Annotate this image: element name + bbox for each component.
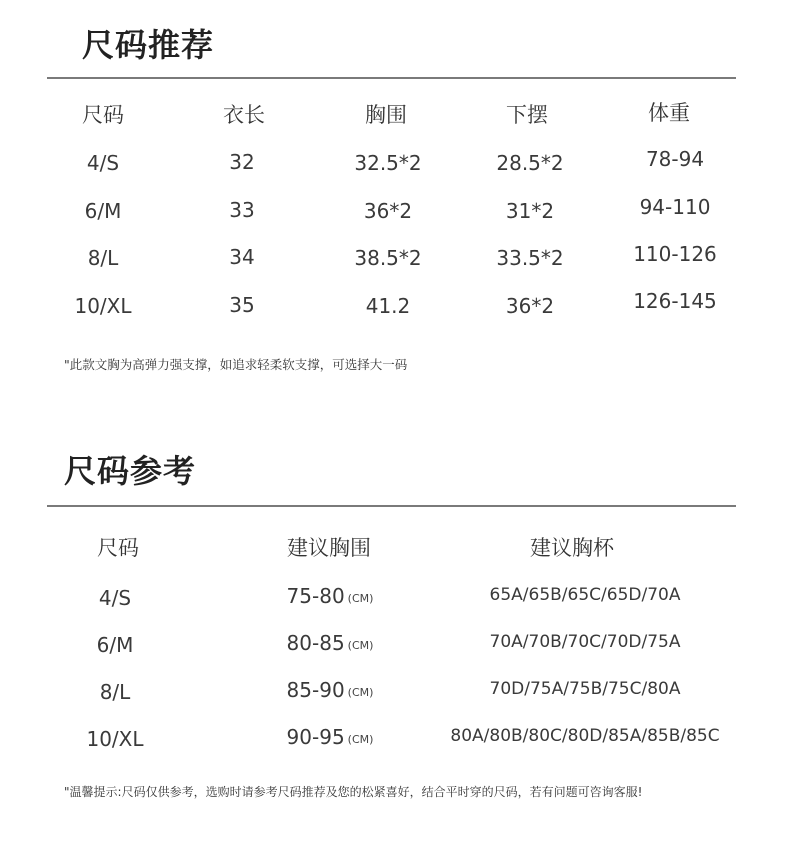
bust-range: 75-80 xyxy=(286,584,345,608)
table-cell: 10/XL xyxy=(86,727,144,751)
table-cell: 6/M xyxy=(84,199,122,223)
table-cell xyxy=(287,584,374,608)
bust-range: 80-85 xyxy=(286,631,345,655)
unit-label: (CM) xyxy=(347,592,374,605)
table-cell: 80A/80B/80C/80D/85A/85B/85C xyxy=(450,726,720,746)
table-cell: 41.2 xyxy=(365,294,411,318)
table-cell: 78-94 xyxy=(645,147,705,171)
table-cell: 4/S xyxy=(86,151,120,175)
table-cell: 126-145 xyxy=(633,289,717,313)
column-header-size: 尺码 xyxy=(82,103,124,127)
table-cell: 110-126 xyxy=(633,242,717,266)
unit-label: (CM) xyxy=(347,686,374,699)
table-cell: 94-110 xyxy=(639,195,711,219)
table-cell xyxy=(287,631,374,655)
table-cell: 34 xyxy=(229,245,255,269)
size-tip-note: "温馨提示:尺码仅供参考，选购时请参考尺码推荐及您的松紧喜好，结合平时穿的尺码，若有问题可咨询客服! xyxy=(64,785,643,799)
column-header-bust: 胸围 xyxy=(365,103,407,127)
column-header-suggested-cup: 建议胸杯 xyxy=(530,536,614,560)
table-cell: 28.5*2 xyxy=(496,151,564,175)
table-cell: 32.5*2 xyxy=(354,151,422,175)
table-cell: 65A/65B/65C/65D/70A xyxy=(489,585,681,605)
size-reference-title: 尺码参考 xyxy=(64,452,197,490)
table-cell: 36*2 xyxy=(363,199,413,223)
column-header-suggested-bust: 建议胸围 xyxy=(287,536,371,560)
table-cell xyxy=(287,725,374,749)
table-cell: 36*2 xyxy=(505,294,555,318)
bust-range: 90-95 xyxy=(286,725,345,749)
column-header-length: 衣长 xyxy=(223,103,265,127)
table-cell: 35 xyxy=(229,293,255,317)
unit-label: (CM) xyxy=(347,733,374,746)
column-header-size: 尺码 xyxy=(97,536,139,560)
table-cell: 33 xyxy=(229,198,255,222)
table-cell: 33.5*2 xyxy=(496,246,564,270)
size-recommendation-title: 尺码推荐 xyxy=(82,26,215,64)
unit-label: (CM) xyxy=(347,639,374,652)
table-cell: 10/XL xyxy=(74,294,132,318)
table-cell: 8/L xyxy=(87,246,119,270)
table-cell: 8/L xyxy=(99,680,131,704)
table-cell: 32 xyxy=(229,150,255,174)
section-divider xyxy=(47,505,736,507)
bust-range: 85-90 xyxy=(286,678,345,702)
table-cell: 70D/75A/75B/75C/80A xyxy=(489,679,681,699)
section-divider xyxy=(47,77,736,79)
column-header-weight: 体重 xyxy=(648,101,690,125)
table-cell: 31*2 xyxy=(505,199,555,223)
table-cell: 6/M xyxy=(96,633,134,657)
table-cell xyxy=(287,678,374,702)
table-cell: 4/S xyxy=(98,586,132,610)
table-cell: 70A/70B/70C/70D/75A xyxy=(489,632,681,652)
column-header-hem: 下摆 xyxy=(506,103,548,127)
support-note: "此款文胸为高弹力强支撑，如追求轻柔软支撑，可选择大一码 xyxy=(64,357,408,372)
table-cell: 38.5*2 xyxy=(354,246,422,270)
